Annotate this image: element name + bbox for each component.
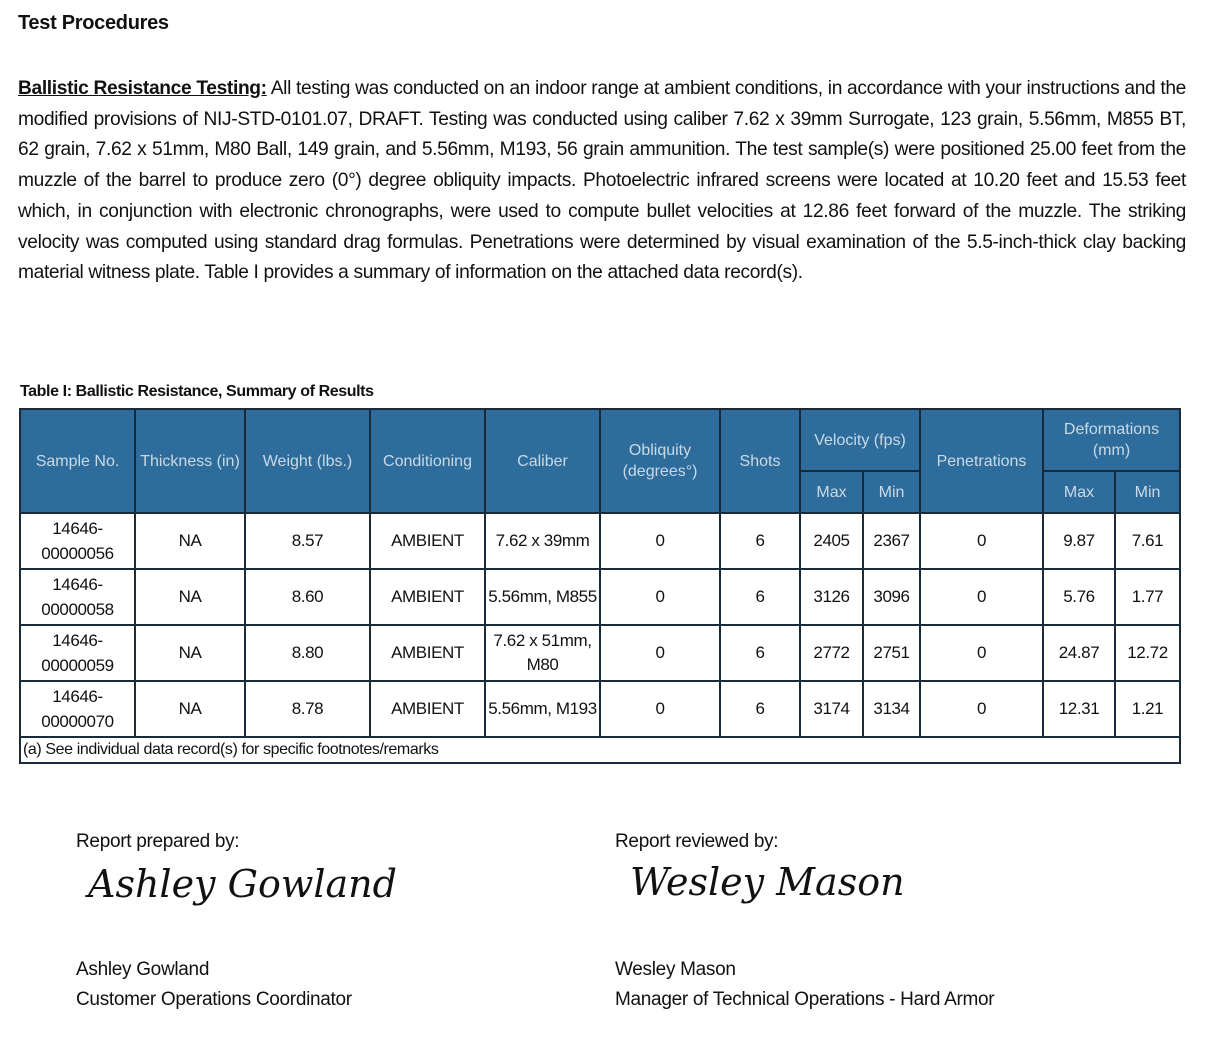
paragraph-lead: Ballistic Resistance Testing: — [18, 78, 267, 99]
cell-conditioning: AMBIENT — [370, 625, 485, 681]
header-caliber: Caliber — [485, 409, 600, 513]
cell-pen: 0 — [920, 625, 1043, 681]
cell-caliber: 7.62 x 39mm — [485, 513, 600, 569]
cell-vmin: 3096 — [863, 569, 920, 625]
cell-vmax: 2772 — [800, 625, 863, 681]
header-velocity-min: Min — [863, 471, 920, 513]
cell-sample: 14646-00000059 — [20, 625, 135, 681]
cell-obliquity: 0 — [600, 569, 720, 625]
cell-vmax: 3174 — [800, 681, 863, 737]
cell-thickness: NA — [135, 569, 245, 625]
table-row — [20, 513, 1180, 569]
header-velocity: Velocity (fps) — [800, 409, 920, 471]
cell-obliquity: 0 — [600, 625, 720, 681]
cell-obliquity: 0 — [600, 681, 720, 737]
cell-dmax: 9.87 — [1043, 513, 1115, 569]
prepared-role: Customer Operations Coordinator — [76, 989, 352, 1010]
cell-pen: 0 — [920, 569, 1043, 625]
cell-weight: 8.80 — [245, 625, 370, 681]
cell-dmin: 1.21 — [1115, 681, 1180, 737]
cell-thickness: NA — [135, 513, 245, 569]
cell-obliquity: 0 — [600, 513, 720, 569]
cell-vmin: 2367 — [863, 513, 920, 569]
cell-caliber: 5.56mm, M193 — [485, 681, 600, 737]
header-sample: Sample No. — [20, 409, 135, 513]
header-shots: Shots — [720, 409, 800, 513]
cell-vmin: 2751 — [863, 625, 920, 681]
prepared-signature: Ashley Gowland — [88, 862, 397, 906]
cell-caliber: 5.56mm, M855 — [485, 569, 600, 625]
reviewed-name: Wesley Mason — [615, 959, 736, 980]
table-row — [20, 569, 1180, 625]
cell-thickness: NA — [135, 625, 245, 681]
prepared-name: Ashley Gowland — [76, 959, 210, 980]
cell-conditioning: AMBIENT — [370, 513, 485, 569]
reviewed-role: Manager of Technical Operations - Hard Armor — [615, 989, 995, 1010]
cell-vmax: 3126 — [800, 569, 863, 625]
header-weight: Weight (lbs.) — [245, 409, 370, 513]
cell-shots: 6 — [720, 625, 800, 681]
cell-weight: 8.60 — [245, 569, 370, 625]
cell-dmax: 24.87 — [1043, 625, 1115, 681]
table-row — [20, 681, 1180, 737]
cell-shots: 6 — [720, 513, 800, 569]
cell-pen: 0 — [920, 681, 1043, 737]
paragraph-text: All testing was conducted on an indoor range at ambient conditions, in accordance with your instructions and the modified provisions of NIJ-STD-0101.07, DRAFT. Testing was conducted using caliber 7.62 x 39mm Surrogate, 123 grain, 5.56mm, M855 BT, 62 grain, 7.62 x 51mm, M80 Ball, 149 grain, and 5.56mm, M193, 56 grain ammunition. The test sample(s) were positioned 25.00 feet from the muzzle of the barrel to produce zero (0°) degree obliquity impacts. Photoelectric infrared screens were located at 10.20 feet and 15.53 feet which, in conjunction with electronic chronographs, were used to compute bullet velocities at 12.86 feet forward of the muzzle. The striking velocity was computed using standard drag formulas. Penetrations were determined by visual examination of the 5.5-inch-thick clay backing material witness plate. Table I provides a summary of information on the attached data record(s). — [18, 78, 1187, 284]
header-deformations: Deformations (mm) — [1043, 409, 1180, 471]
cell-pen: 0 — [920, 513, 1043, 569]
procedure-paragraph — [18, 74, 1186, 289]
cell-shots: 6 — [720, 569, 800, 625]
prepared-label: Report prepared by: — [76, 831, 240, 852]
cell-dmin: 7.61 — [1115, 513, 1180, 569]
cell-sample: 14646-00000070 — [20, 681, 135, 737]
cell-shots: 6 — [720, 681, 800, 737]
table-row — [20, 625, 1180, 681]
cell-dmax: 5.76 — [1043, 569, 1115, 625]
cell-weight: 8.78 — [245, 681, 370, 737]
header-conditioning: Conditioning — [370, 409, 485, 513]
header-thickness: Thickness (in) — [135, 409, 245, 513]
header-velocity-max: Max — [800, 471, 863, 513]
table-caption: Table I: Ballistic Resistance, Summary of Results — [20, 383, 374, 400]
cell-weight: 8.57 — [245, 513, 370, 569]
cell-caliber: 7.62 x 51mm, M80 — [485, 625, 600, 681]
results-table — [19, 408, 1181, 764]
cell-dmax: 12.31 — [1043, 681, 1115, 737]
cell-sample: 14646-00000058 — [20, 569, 135, 625]
header-obliquity: Obliquity (degrees°) — [600, 409, 720, 513]
header-deformation-min: Min — [1115, 471, 1180, 513]
cell-conditioning: AMBIENT — [370, 569, 485, 625]
header-penetrations: Penetrations — [920, 409, 1043, 513]
cell-conditioning: AMBIENT — [370, 681, 485, 737]
cell-thickness: NA — [135, 681, 245, 737]
cell-dmin: 1.77 — [1115, 569, 1180, 625]
reviewed-signature: Wesley Mason — [630, 860, 905, 904]
cell-sample: 14646-00000056 — [20, 513, 135, 569]
header-deformation-max: Max — [1043, 471, 1115, 513]
section-title: Test Procedures — [18, 12, 169, 34]
table-footnote: (a) See individual data record(s) for specific footnotes/remarks — [20, 737, 1180, 763]
cell-vmax: 2405 — [800, 513, 863, 569]
reviewed-label: Report reviewed by: — [615, 831, 779, 852]
cell-dmin: 12.72 — [1115, 625, 1180, 681]
cell-vmin: 3134 — [863, 681, 920, 737]
